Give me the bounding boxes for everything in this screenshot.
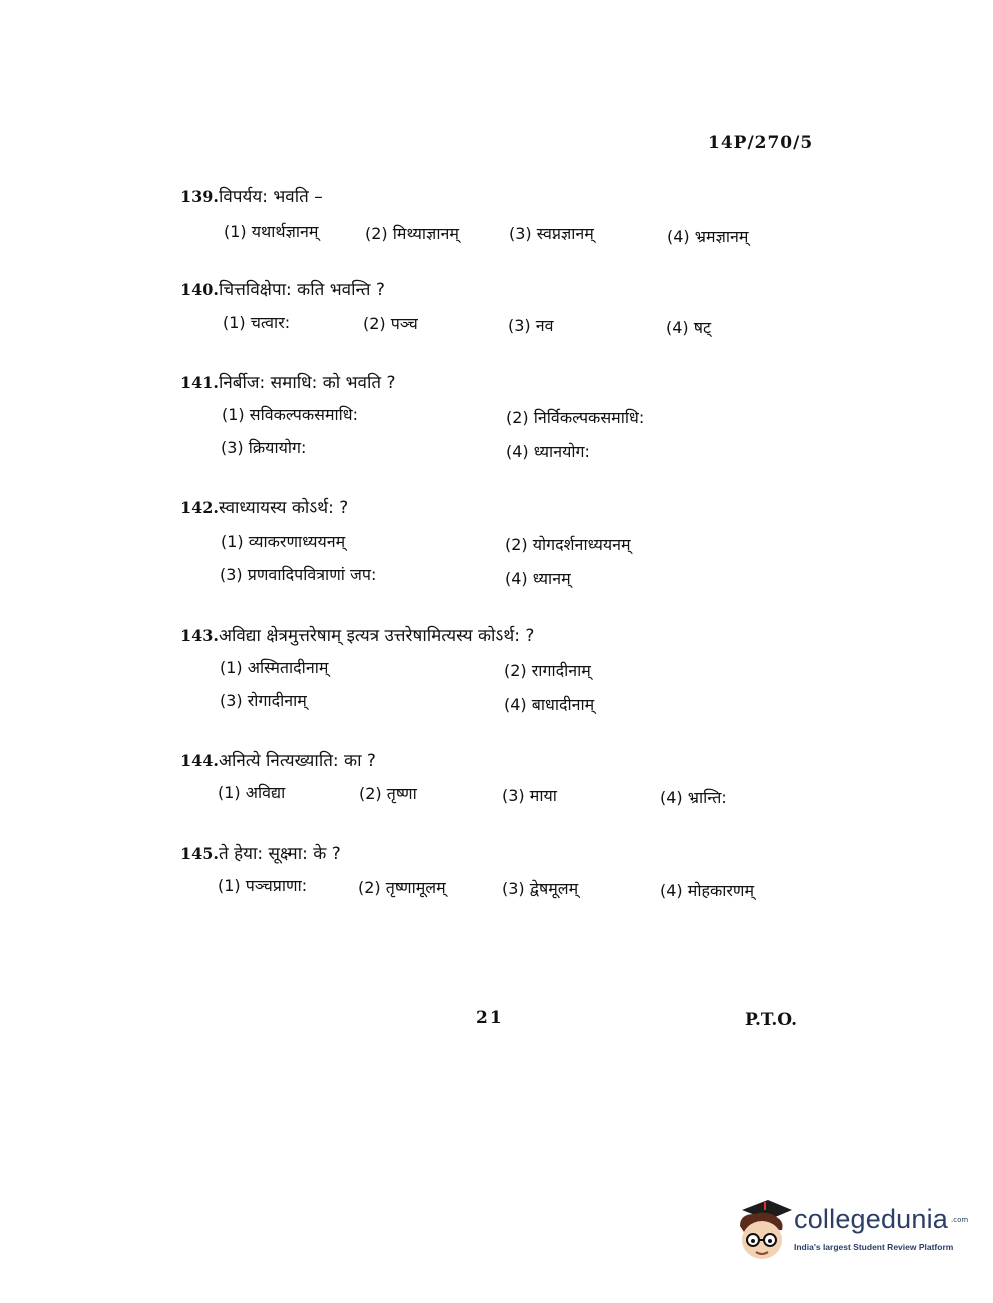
- question-140: [180, 277, 820, 343]
- question-number: 144.: [180, 751, 219, 770]
- question-number: 143.: [180, 626, 219, 645]
- question-stem: [180, 370, 820, 396]
- question-text: स्वाध्यायस्य कोऽर्थ: ?: [218, 498, 349, 518]
- question-stem: [180, 841, 820, 867]
- paper-code: 14P/270/5: [708, 133, 814, 153]
- options: [220, 867, 820, 907]
- watermark-logo: [734, 1196, 969, 1268]
- question-stem: [180, 495, 820, 521]
- option-1: (1) सविकल्पकसमाधि:: [222, 405, 359, 424]
- option-3: (3) द्वेषमूलम्: [502, 879, 579, 898]
- question-text: विपर्यय: भवति –: [218, 187, 323, 207]
- option-3: (3) स्वप्नज्ञानम्: [509, 224, 594, 243]
- question-text: निर्बीज: समाधि: को भवति ?: [218, 373, 396, 393]
- brand-name: collegedunia: [794, 1204, 949, 1234]
- option-4: (4) बाधादीनाम्: [504, 695, 595, 714]
- options: [220, 396, 820, 466]
- question-number: 139.: [180, 187, 219, 206]
- option-4: (4) भ्रमज्ञानम्: [667, 227, 749, 246]
- option-1: (1) यथार्थज्ञानम्: [224, 222, 319, 241]
- brand-tagline: India's largest Student Review Platform: [794, 1242, 954, 1252]
- option-2: (2) पञ्च: [363, 314, 418, 333]
- question-number: 140.: [180, 280, 219, 299]
- option-2: (2) योगदर्शनाध्ययनम्: [505, 535, 631, 554]
- options: [220, 521, 820, 591]
- question-stem: [180, 748, 820, 774]
- option-3: (3) रोगादीनाम्: [220, 691, 307, 710]
- question-number: 141.: [180, 373, 219, 392]
- question-141: [180, 370, 820, 466]
- options: [220, 774, 820, 814]
- option-4: (4) मोहकारणम्: [660, 881, 755, 900]
- page-number: 21: [476, 1008, 504, 1028]
- question-139: [180, 184, 820, 250]
- mascot-icon: [734, 1196, 794, 1268]
- question-145: [180, 841, 820, 907]
- question-144: [180, 748, 820, 814]
- option-4: (4) षट्: [666, 318, 712, 337]
- option-2: (2) मिथ्याज्ञानम्: [365, 224, 459, 243]
- option-1: (1) चत्वार:: [223, 313, 291, 332]
- option-1: (1) व्याकरणाध्ययनम्: [221, 532, 346, 551]
- pto-label: P.T.O.: [745, 1010, 797, 1030]
- question-142: [180, 495, 820, 591]
- options: [220, 303, 820, 343]
- brand-domain: .com: [951, 1216, 969, 1224]
- option-3: (3) क्रियायोग:: [221, 438, 307, 457]
- option-4: (4) ध्यानम्: [505, 569, 571, 588]
- option-1: (1) पञ्चप्राणा:: [218, 876, 308, 895]
- option-3: (3) प्रणवादिपवित्राणां जप:: [220, 565, 377, 584]
- question-number: 145.: [180, 844, 219, 863]
- option-2: (2) तृष्णामूलम्: [358, 878, 446, 897]
- question-number: 142.: [180, 498, 219, 517]
- option-3: (3) माया: [502, 786, 557, 805]
- question-stem: [180, 623, 820, 649]
- option-2: (2) तृष्णा: [359, 784, 417, 803]
- option-1: (1) अस्मितादीनाम्: [220, 658, 329, 677]
- option-2: (2) रागादीनाम्: [504, 661, 591, 680]
- question-text: ते हेया: सूक्ष्मा: के ?: [218, 844, 341, 864]
- question-text: अनित्ये नित्यख्याति: का ?: [218, 751, 376, 771]
- question-stem: [180, 277, 820, 303]
- options: [220, 649, 820, 719]
- option-4: (4) ध्यानयोग:: [506, 442, 590, 461]
- option-1: (1) अविद्या: [218, 783, 286, 802]
- option-4: (4) भ्रान्ति:: [660, 788, 727, 807]
- question-143: [180, 623, 820, 719]
- options: [220, 210, 820, 250]
- option-2: (2) निर्विकल्पकसमाधि:: [506, 408, 645, 427]
- question-stem: [180, 184, 820, 210]
- question-text: चित्तविक्षेपा: कति भवन्ति ?: [218, 280, 385, 300]
- option-3: (3) नव: [508, 316, 554, 335]
- question-text: अविद्या क्षेत्रमुत्तरेषाम् इत्यत्र उत्तरेषामित्यस्य कोऽर्थ: ?: [218, 626, 535, 646]
